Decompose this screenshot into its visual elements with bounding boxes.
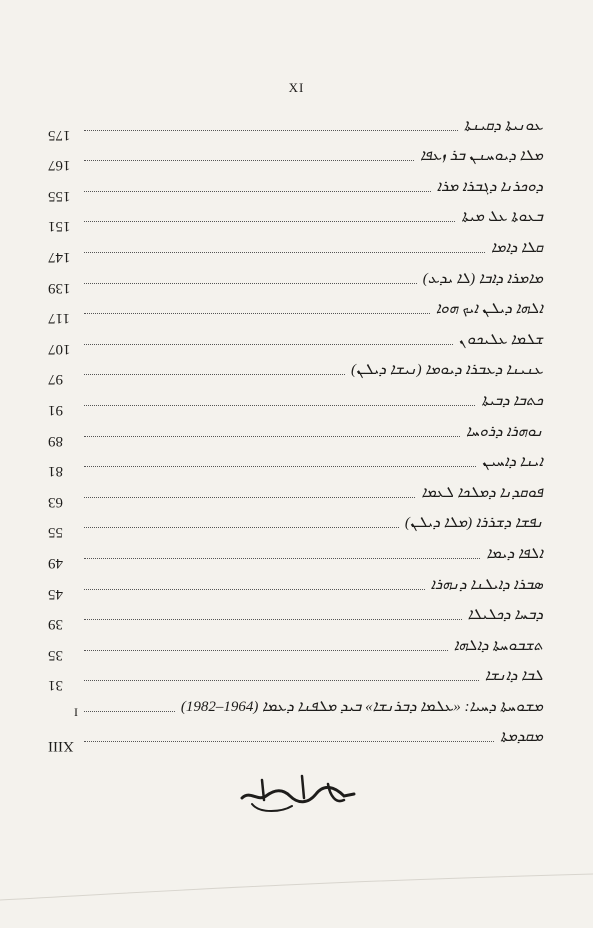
toc-entry-page: XIII: [48, 738, 74, 755]
toc-dot-leader: [84, 404, 475, 406]
toc-entry-page: 139: [48, 279, 71, 296]
toc-entry: [48, 173, 543, 204]
toc-entry-title: ܫܠܡܐ ܥܠܝܟܘܢ: [458, 331, 543, 348]
toc-dot-leader: [84, 649, 448, 651]
toc-entry-title: ܣܒܪܐ ܕܐܝܠܢܐ ܕܢܗܪܐ: [430, 576, 543, 593]
toc-entry-title: ܡܠܐ ܕܝܘܚܢܢ ܒܪ ܙܥܦܐ: [420, 148, 543, 165]
toc-entry-page: 97: [48, 371, 63, 388]
toc-dot-leader: [84, 435, 460, 437]
toc-dot-leader: [84, 526, 399, 528]
toc-entry: [48, 357, 543, 388]
toc-entry: [48, 234, 543, 265]
toc-entry-title: ܦܘܩܕܢܐ ܕܡܠܟܐ ܠܥܡܐ: [421, 484, 543, 501]
toc-entry-title: ܥܢܝܢܐ ܕܥܒܪܐ ܕܝܘܡܐ (ܢܝܫܐ ܕܝܠܢ): [350, 362, 543, 379]
toc-entry-page: 31: [48, 677, 63, 694]
toc-entry-title: ܥܘܢܝܬܐ ܕܩܝܢܬܐ: [463, 117, 543, 134]
toc-entry-page: 151: [48, 218, 71, 235]
toc-dot-leader: [84, 343, 453, 345]
toc-dot-leader: [84, 373, 345, 375]
toc-entry-page: 155: [48, 187, 71, 204]
toc-dot-leader: [84, 618, 462, 620]
toc-dot-leader: [84, 190, 431, 192]
toc-entry-page: 63: [48, 493, 63, 510]
section-heading-calligraphy: [232, 770, 362, 820]
toc-entry: [48, 632, 543, 663]
toc-entry-page: I: [74, 704, 78, 719]
toc-entry-title: ܢܦܫܐ ܕܫܪܪܐ (ܡܠܐ ܕܝܠܢ): [404, 515, 543, 532]
toc-entry-page: 81: [48, 463, 63, 480]
toc-entry-page: 175: [48, 126, 71, 143]
toc-dot-leader: [84, 251, 485, 253]
toc-entry-title: ܟܬܒܐ ܕܒܝܬܐ: [481, 392, 543, 409]
toc-entry-page: 89: [48, 432, 63, 449]
toc-entry: [48, 112, 543, 143]
toc-entry: [48, 265, 543, 296]
toc-entry: [48, 418, 543, 449]
toc-dot-leader: [84, 557, 480, 559]
toc-entry-title: ܡܩܕܡܬܐ: [500, 729, 543, 746]
toc-entry-title: ܒܥܘܬܐ ܥܠ ܡܝܬܐ: [461, 209, 543, 226]
toc-entry-title: ܐܠܗܐ ܕܝܠܢ ܐܝܟ ܗܘܐ: [435, 301, 543, 318]
table-of-contents: [48, 112, 543, 754]
toc-dot-leader: [84, 679, 479, 681]
toc-entry-title: ܐܝܢܐ ܕܐܚܝܢ: [481, 454, 543, 471]
toc-entry-page: 35: [48, 646, 63, 663]
toc-entry-page: 49: [48, 554, 63, 571]
toc-entry: [48, 540, 543, 571]
toc-entry-title: ܬܫܒܘܚܬܐ ܕܐܠܗܐ: [453, 637, 543, 654]
toc-entry: [48, 326, 543, 357]
toc-entry-page: 167: [48, 157, 71, 174]
toc-entry: [48, 479, 543, 510]
toc-entry: [48, 724, 543, 755]
toc-entry-page: 107: [48, 340, 71, 357]
section-heading: [0, 770, 593, 820]
toc-dot-leader: [84, 282, 417, 284]
toc-entry-title: ܕܘܟܪܢܐ ܕܓܒܪܐ ܡܪܐ: [436, 178, 543, 195]
toc-dot-leader: [84, 588, 425, 590]
toc-entry: [48, 296, 543, 327]
toc-dot-leader: [84, 710, 175, 712]
toc-entry: [48, 663, 543, 694]
toc-dot-leader: [84, 465, 476, 467]
toc-entry-title: ܡܐܡܪܐ ܕܐܒܐ (ܠܐ ܝܕܥ): [422, 270, 543, 287]
toc-entry: [48, 449, 543, 480]
toc-entry-page: 55: [48, 524, 63, 541]
toc-dot-leader: [84, 220, 455, 222]
toc-dot-leader: [84, 159, 414, 161]
toc-entry: [48, 143, 543, 174]
toc-entry: [48, 571, 543, 602]
toc-dot-leader: [84, 496, 415, 498]
page-number: XI: [288, 80, 305, 95]
page-crease: [0, 870, 593, 910]
toc-entry-page: 147: [48, 248, 71, 265]
toc-entry-page: 117: [48, 310, 70, 327]
toc-entry: [48, 510, 543, 541]
toc-dot-leader: [84, 129, 458, 131]
toc-entry: [48, 204, 543, 235]
toc-entry: [48, 602, 543, 633]
toc-entry-title: ܢܘܗܪܐ ܕܪܘܚܐ: [465, 423, 543, 440]
toc-dot-leader: [84, 740, 494, 742]
toc-entry-page: 45: [48, 585, 63, 602]
toc-dot-leader: [84, 312, 430, 314]
toc-entry-title: ܠܒܐ ܕܐܢܫܐ: [484, 668, 543, 685]
toc-entry-page: 91: [48, 401, 63, 418]
toc-entry-title: ܩܠܐ ܕܐܡܐ: [491, 239, 543, 256]
toc-entry-title: ܐܠܦܐ ܕܝܡܐ: [486, 545, 543, 562]
toc-entry-page: 39: [48, 616, 63, 633]
toc-entry-title: ܕܒܚܐ ܕܟܠܝܠܐ: [467, 607, 543, 624]
toc-entry-title: ܡܫܘܚܬܐ ܕܚܝܐ: «ܥܠܡܐ ܕܒܪܢܫܐ» ܒܝܕ ܡܠܦܢܐ ܕܥܡܐ (1964–1982): [180, 698, 543, 715]
toc-entry: [48, 693, 543, 724]
toc-entry: [48, 387, 543, 418]
